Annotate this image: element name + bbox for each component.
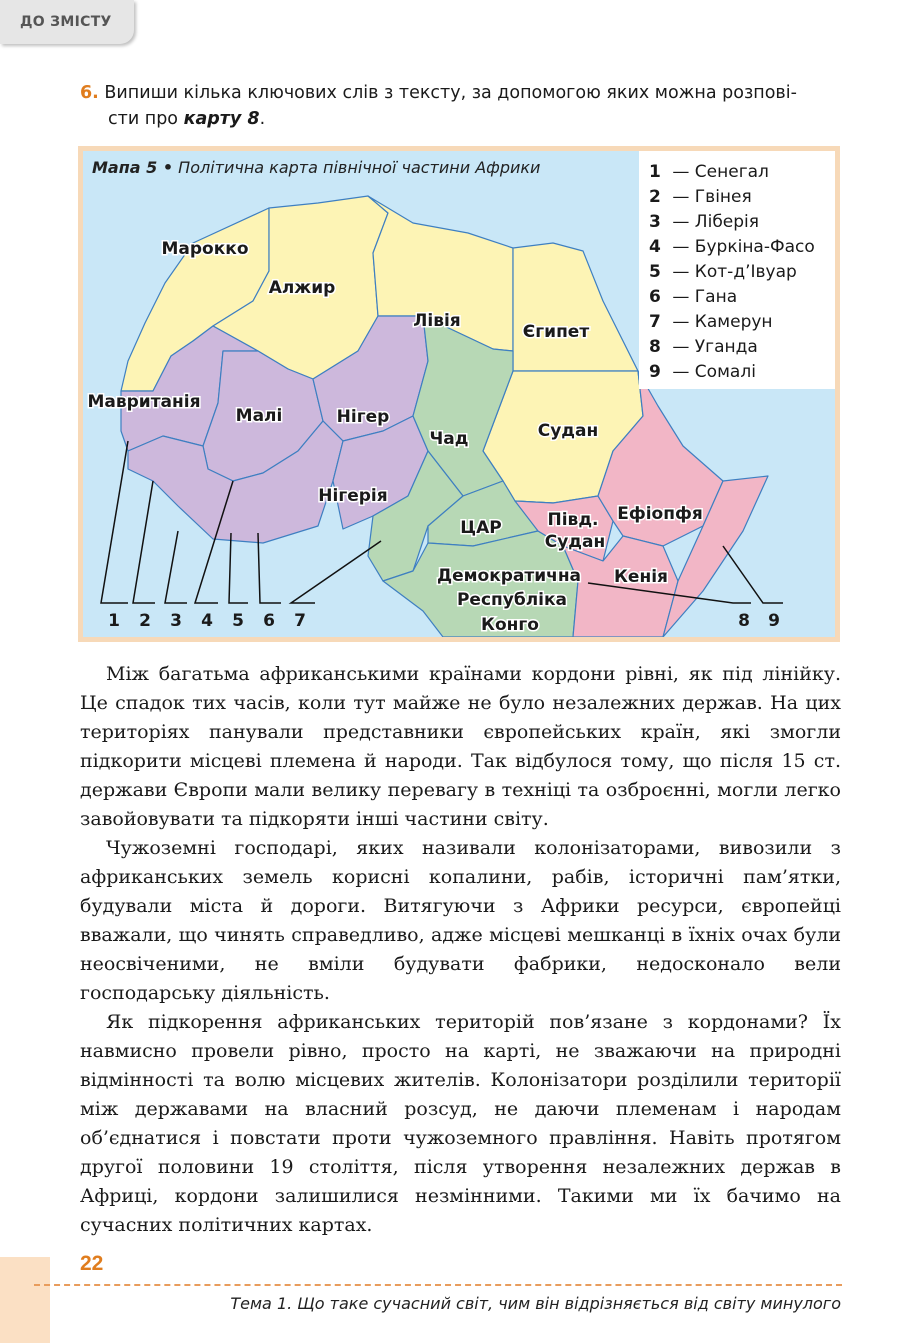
body-text: [80, 660, 841, 1240]
map-legend: [639, 151, 835, 389]
label-niger: Нігер: [336, 407, 390, 427]
map-number-7: 7: [294, 611, 306, 631]
map-number-8: 8: [738, 611, 750, 631]
label-chad: Чад: [429, 429, 469, 449]
legend-item: [649, 360, 835, 385]
page-number: 22: [80, 1252, 104, 1275]
label-mauritania: Мавританія: [87, 392, 201, 412]
legend-country: — Уганда: [672, 337, 758, 357]
legend-number: 3: [649, 212, 661, 232]
task-6: [80, 80, 845, 132]
label-ethiopia: Ефіопфя: [617, 504, 703, 524]
toc-button[interactable]: ДО ЗМІСТУ: [0, 0, 134, 44]
footer-topic: Тема 1. Що таке сучасний світ, чим він відрізняється від світу минулого: [230, 1294, 841, 1313]
legend-item: [649, 185, 835, 210]
task-text-2: сти про: [108, 109, 184, 129]
map-number-5: 5: [232, 611, 244, 631]
legend-country: — Гвінея: [672, 187, 752, 207]
paragraph-2: Чужоземні господарі, яких називали колонізаторами, вивозили з африканських земель корисні копалини, рабів, історичні пам’ятки, будували міста й дороги. Витягуючи з Африки ресурси, європейці вважали, що чинять справедливо, адже місцеві мешканці в їхніх очах були неосвіченими, не вміли будувати фабрики, недосконало вели господарську діяльність.: [80, 837, 841, 1004]
legend-number: 5: [649, 262, 661, 282]
paragraph-1: Між багатьма африканськими країнами кордони рівні, як під лінійку. Це спадок тих часів, коли тут майже не було незалежних держав. На цих територіях панували представники європейських країн, які змогли підкорити місцеві племена й народи. Так відбулося тому, що після 15 ст. держави Європи мали велику перевагу в техніці та озброєнні, могли легко завойовувати та підкоряти інші частини світу.: [80, 663, 841, 830]
legend-number: 1: [649, 162, 661, 182]
map-number-6: 6: [263, 611, 275, 631]
task-text-end: .: [259, 109, 266, 129]
legend-country: — Сенегал: [672, 162, 769, 182]
task-line-1: [80, 80, 845, 106]
legend-item: [649, 260, 835, 285]
legend-country: — Камерун: [672, 312, 773, 332]
label-drc-2: Республіка: [456, 590, 568, 610]
footer-divider: [34, 1284, 842, 1286]
task-line-2: [80, 106, 845, 132]
label-mali: Малі: [235, 406, 283, 426]
legend-number: 8: [649, 337, 661, 357]
legend-item: [649, 235, 835, 260]
legend-item: [649, 285, 835, 310]
legend-number: 9: [649, 362, 661, 382]
label-south-sudan-2: Судан: [544, 532, 606, 552]
legend-number: 6: [649, 287, 661, 307]
label-nigeria: Нігерія: [318, 486, 388, 506]
task-map-ref: карту 8: [183, 109, 260, 129]
legend-country: — Сомалі: [672, 362, 756, 382]
map-number-1: 1: [108, 611, 120, 631]
task-number: 6.: [80, 83, 99, 103]
label-drc-3: Конго: [481, 615, 539, 635]
legend-item: [649, 160, 835, 185]
label-kenya: Кенія: [614, 567, 668, 587]
label-south-sudan-1: Півд.: [547, 510, 599, 530]
map-caption: [92, 158, 540, 177]
label-algeria: Алжир: [268, 278, 336, 298]
label-drc-1: Демократична: [436, 566, 582, 586]
legend-item: [649, 210, 835, 235]
label-car: ЦАР: [460, 518, 502, 538]
page-margin-strip: [0, 1257, 50, 1343]
map-number-3: 3: [170, 611, 182, 631]
legend-country: — Гана: [672, 287, 738, 307]
label-morocco: Марокко: [161, 239, 249, 259]
map-number-2: 2: [139, 611, 151, 631]
legend-number: 4: [649, 237, 661, 257]
paragraph-3: Як підкорення африканських територій пов’язане з кордонами? Їх навмисно провели рівно, просто на карті, не зважаючи на природні відмінності та волю місцевих жителів. Колонізатори розділили території між державами на власний розсуд, не даючи племенам і народам об’єднатися і повстати проти чужоземного правління. Навіть протягом другої половини 19 століття, після утворення незалежних держав в Африці, кордони залишилися незмінними. Такими ми їх бачимо на сучасних політичних картах.: [80, 1011, 841, 1236]
legend-country: — Ліберія: [672, 212, 759, 232]
legend-item: [649, 310, 835, 335]
map-caption-title: Політична карта північної частини Африки: [173, 158, 541, 177]
legend-item: [649, 335, 835, 360]
task-text-1: Випиши кілька ключових слів з тексту, за допомогою яких можна розпові-: [104, 83, 797, 103]
label-egypt: Єгипет: [522, 322, 590, 342]
legend-country: — Буркіна-Фасо: [672, 237, 815, 257]
label-sudan: Судан: [537, 421, 599, 441]
legend-country: — Кот-д’Івуар: [672, 262, 797, 282]
label-libya: Лівія: [413, 311, 461, 331]
map-caption-label: Мапа 5 •: [92, 158, 174, 177]
map-number-4: 4: [201, 611, 213, 631]
map-number-9: 9: [768, 611, 780, 631]
legend-number: 7: [649, 312, 661, 332]
legend-number: 2: [649, 187, 661, 207]
